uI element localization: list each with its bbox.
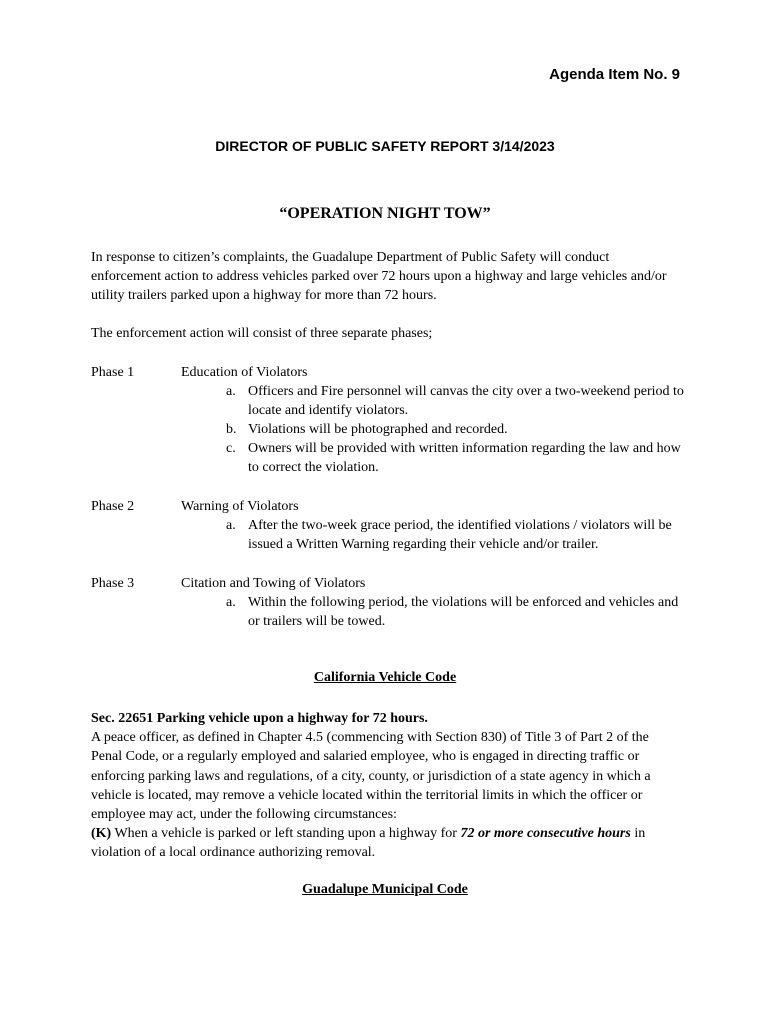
phase-item-list	[226, 593, 686, 631]
report-title: DIRECTOR OF PUBLIC SAFETY REPORT 3/14/2023	[215, 138, 555, 154]
list-item-text: Violations will be photographed and recorded.	[248, 422, 508, 437]
municipal-code-heading: Guadalupe Municipal Code	[302, 882, 468, 897]
phase-item-list	[226, 516, 686, 554]
vehicle-code-heading: California Vehicle Code	[313, 670, 457, 685]
agenda-item-number: Agenda Item No. 9	[549, 66, 680, 83]
list-marker: b.	[226, 422, 237, 437]
phase-title: Warning of Violators	[181, 499, 299, 514]
intro-paragraph: In response to citizen’s complaints, the Guadalupe Department of Public Safety will conduct enforcement action to address vehicles parked over 72 hours upon a highway and large vehicles and/or utility trailers parked upon a highway for more than 72 hours.	[91, 250, 667, 303]
list-marker: c.	[226, 441, 236, 456]
list-marker: a.	[226, 518, 236, 533]
subsection-text-end: in violation of a local ordinance authorizing removal.	[91, 826, 646, 861]
phase-label: Phase 2	[91, 499, 135, 514]
enforcement-phases-intro: The enforcement action will consist of three separate phases;	[91, 326, 433, 341]
list-item-text: Officers and Fire personnel will canvas the city over a two-weekend period to locate and identify violators.	[248, 384, 684, 418]
phase-label: Phase 3	[91, 576, 135, 591]
operation-title: “OPERATION NIGHT TOW”	[279, 205, 491, 222]
subsection-text: When a vehicle is parked or left standing upon a highway for	[111, 826, 461, 842]
phase-title: Citation and Towing of Violators	[181, 576, 366, 591]
phase-label: Phase 1	[91, 365, 135, 380]
list-item-text: Owners will be provided with written information regarding the law and how to correct the violation.	[248, 441, 681, 475]
vehicle-code-section	[91, 709, 681, 863]
section-title: Sec. 22651 Parking vehicle upon a highway for 72 hours.	[91, 711, 428, 726]
list-item	[226, 382, 686, 420]
list-item-text: Within the following period, the violations will be enforced and vehicles and or trailers will be towed.	[248, 595, 679, 629]
phase-title: Education of Violators	[181, 365, 308, 380]
list-item	[226, 593, 686, 631]
phase-item-list	[226, 382, 686, 477]
section-body: A peace officer, as defined in Chapter 4.5 (commencing with Section 830) of Title 3 of Part 2 of the Penal Code, or a regularly employed and salaried employee, who is engaged in directing traffic or enforcing parking laws and regulations, of a city, county, or jurisdiction of a state agency in which a vehicle is located, may remove a vehicle located within the territorial limits in which the officer or employee may act, under the following circumstances:	[91, 730, 651, 823]
subsection-emphasis: 72 or more consecutive hours	[460, 826, 631, 842]
list-marker: a.	[226, 384, 236, 399]
subsection-marker: (K)	[91, 826, 112, 842]
list-item	[226, 516, 686, 554]
list-item-text: After the two-week grace period, the identified violations / violators will be issued a Written Warning regarding their vehicle and/or trailer.	[248, 518, 672, 552]
list-item	[226, 439, 686, 477]
list-marker: a.	[226, 595, 236, 610]
list-item	[226, 420, 686, 439]
